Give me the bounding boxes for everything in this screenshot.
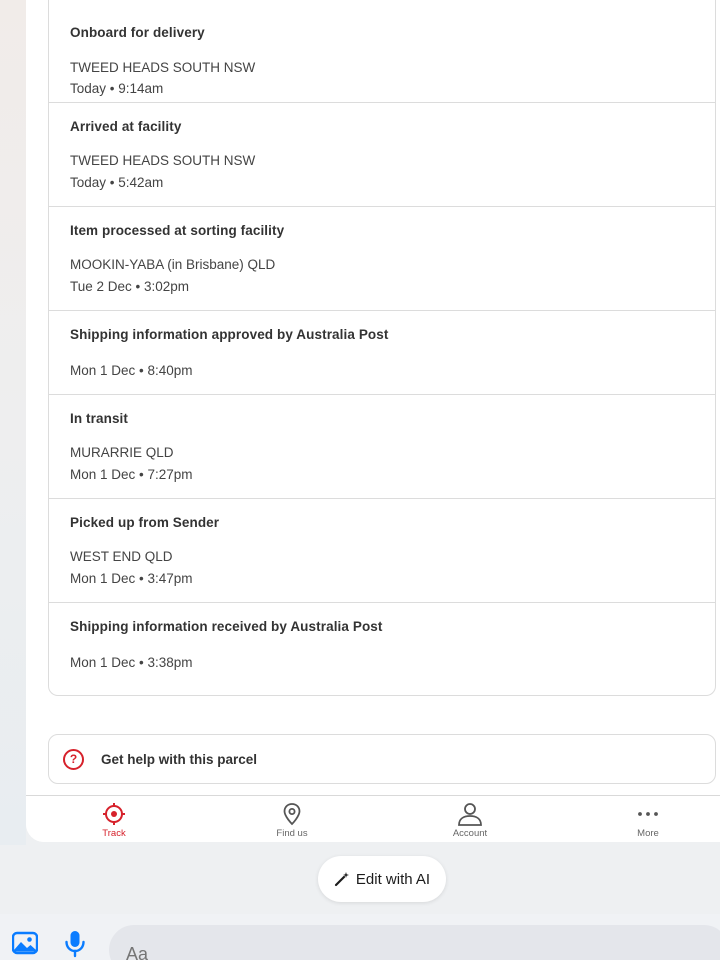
event-location: TWEED HEADS SOUTH NSW bbox=[70, 60, 256, 75]
event-location: TWEED HEADS SOUTH NSW bbox=[70, 153, 256, 168]
event-title: Item processed at sorting facility bbox=[70, 223, 285, 238]
tracking-event bbox=[49, 394, 715, 498]
tracking-events-card bbox=[48, 0, 716, 696]
event-location: MURARRIE QLD bbox=[70, 445, 174, 460]
person-icon bbox=[457, 802, 483, 826]
event-location: WEST END QLD bbox=[70, 549, 173, 564]
tab-more[interactable] bbox=[588, 796, 708, 842]
event-title: Shipping information received by Australia Post bbox=[70, 619, 383, 634]
event-time: Mon 1 Dec • 8:40pm bbox=[70, 363, 193, 378]
event-title: In transit bbox=[70, 411, 129, 426]
event-title: Picked up from Sender bbox=[70, 515, 220, 530]
event-time: Tue 2 Dec • 3:02pm bbox=[70, 279, 190, 294]
location-pin-icon bbox=[280, 802, 304, 826]
event-time: Today • 9:14am bbox=[70, 81, 164, 96]
tab-label: Track bbox=[102, 828, 126, 839]
edit-with-ai-button[interactable] bbox=[318, 856, 446, 902]
get-help-button[interactable] bbox=[48, 734, 716, 784]
event-time: Mon 1 Dec • 3:38pm bbox=[70, 655, 193, 670]
get-help-label: Get help with this parcel bbox=[101, 751, 258, 767]
app-screen bbox=[26, 0, 720, 842]
crosshair-icon bbox=[102, 802, 126, 826]
event-time: Today • 5:42am bbox=[70, 175, 164, 190]
question-circle-icon: ? bbox=[63, 749, 84, 770]
event-title: Onboard for delivery bbox=[70, 25, 205, 40]
ellipsis-icon bbox=[636, 802, 660, 826]
bottom-tab-bar bbox=[26, 795, 720, 842]
tab-find-us[interactable] bbox=[232, 796, 352, 842]
tab-label: Account bbox=[452, 828, 488, 839]
background-strip bbox=[0, 0, 26, 845]
tracking-event bbox=[49, 102, 715, 206]
message-input[interactable] bbox=[109, 925, 720, 960]
event-title: Shipping information approved by Australia Post bbox=[70, 327, 389, 342]
magic-wand-icon bbox=[334, 871, 350, 887]
photo-icon[interactable] bbox=[12, 931, 38, 955]
event-time: Mon 1 Dec • 3:47pm bbox=[70, 571, 193, 586]
tab-label: More bbox=[637, 828, 659, 839]
tab-track[interactable] bbox=[54, 796, 174, 842]
tab-label: Find us bbox=[276, 828, 308, 839]
edit-with-ai-label: Edit with AI bbox=[355, 870, 431, 888]
tracking-event bbox=[49, 310, 715, 394]
tracking-event bbox=[49, 498, 715, 602]
message-composer bbox=[0, 914, 720, 960]
event-location: MOOKIN-YABA (in Brisbane) QLD bbox=[70, 257, 276, 272]
microphone-icon[interactable] bbox=[64, 930, 86, 958]
event-title: Arrived at facility bbox=[70, 119, 182, 134]
tab-account[interactable] bbox=[410, 796, 530, 842]
event-time: Mon 1 Dec • 7:27pm bbox=[70, 467, 193, 482]
tracking-event bbox=[49, 0, 715, 102]
tracking-event bbox=[49, 602, 715, 686]
tracking-event bbox=[49, 206, 715, 310]
